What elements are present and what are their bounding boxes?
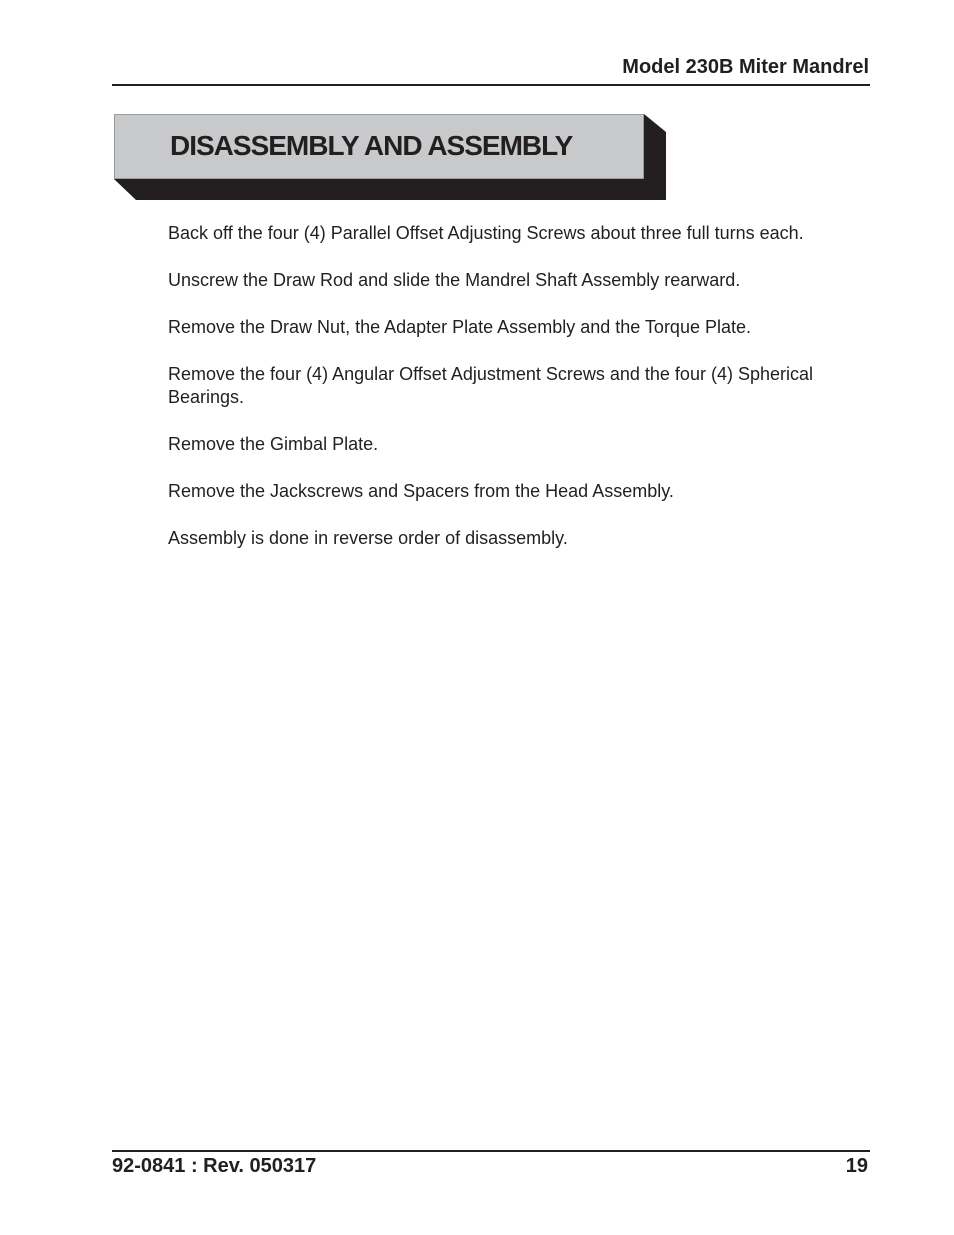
step-item: Back off the four (4) Parallel Offset Adjusting Screws about three full turns each. xyxy=(168,223,804,243)
step-item: Remove the Draw Nut, the Adapter Plate Assembly and the Torque Plate. xyxy=(168,317,751,337)
step-item: Remove the four (4) Angular Offset Adjustment Screws and the four (4) Spherical Bearings. xyxy=(168,364,813,407)
step-item: Unscrew the Draw Rod and slide the Mandrel Shaft Assembly rearward. xyxy=(168,270,741,290)
page-header-title: Model 230B Miter Mandrel xyxy=(622,56,869,78)
section-banner xyxy=(114,114,666,200)
footer-rule xyxy=(112,1150,870,1152)
footer-page-number: 19 xyxy=(845,1155,868,1177)
header-rule xyxy=(112,84,870,86)
step-item: Remove the Jackscrews and Spacers from the Head Assembly. xyxy=(168,481,674,501)
step-item: Remove the Gimbal Plate. xyxy=(168,434,379,454)
step-list xyxy=(168,222,858,574)
footer-doc-number: 92-0841 : Rev. 050317 xyxy=(112,1155,317,1177)
section-title: DISASSEMBLY AND ASSEMBLY xyxy=(170,130,573,161)
step-item: Assembly is done in reverse order of disassembly. xyxy=(168,528,568,548)
